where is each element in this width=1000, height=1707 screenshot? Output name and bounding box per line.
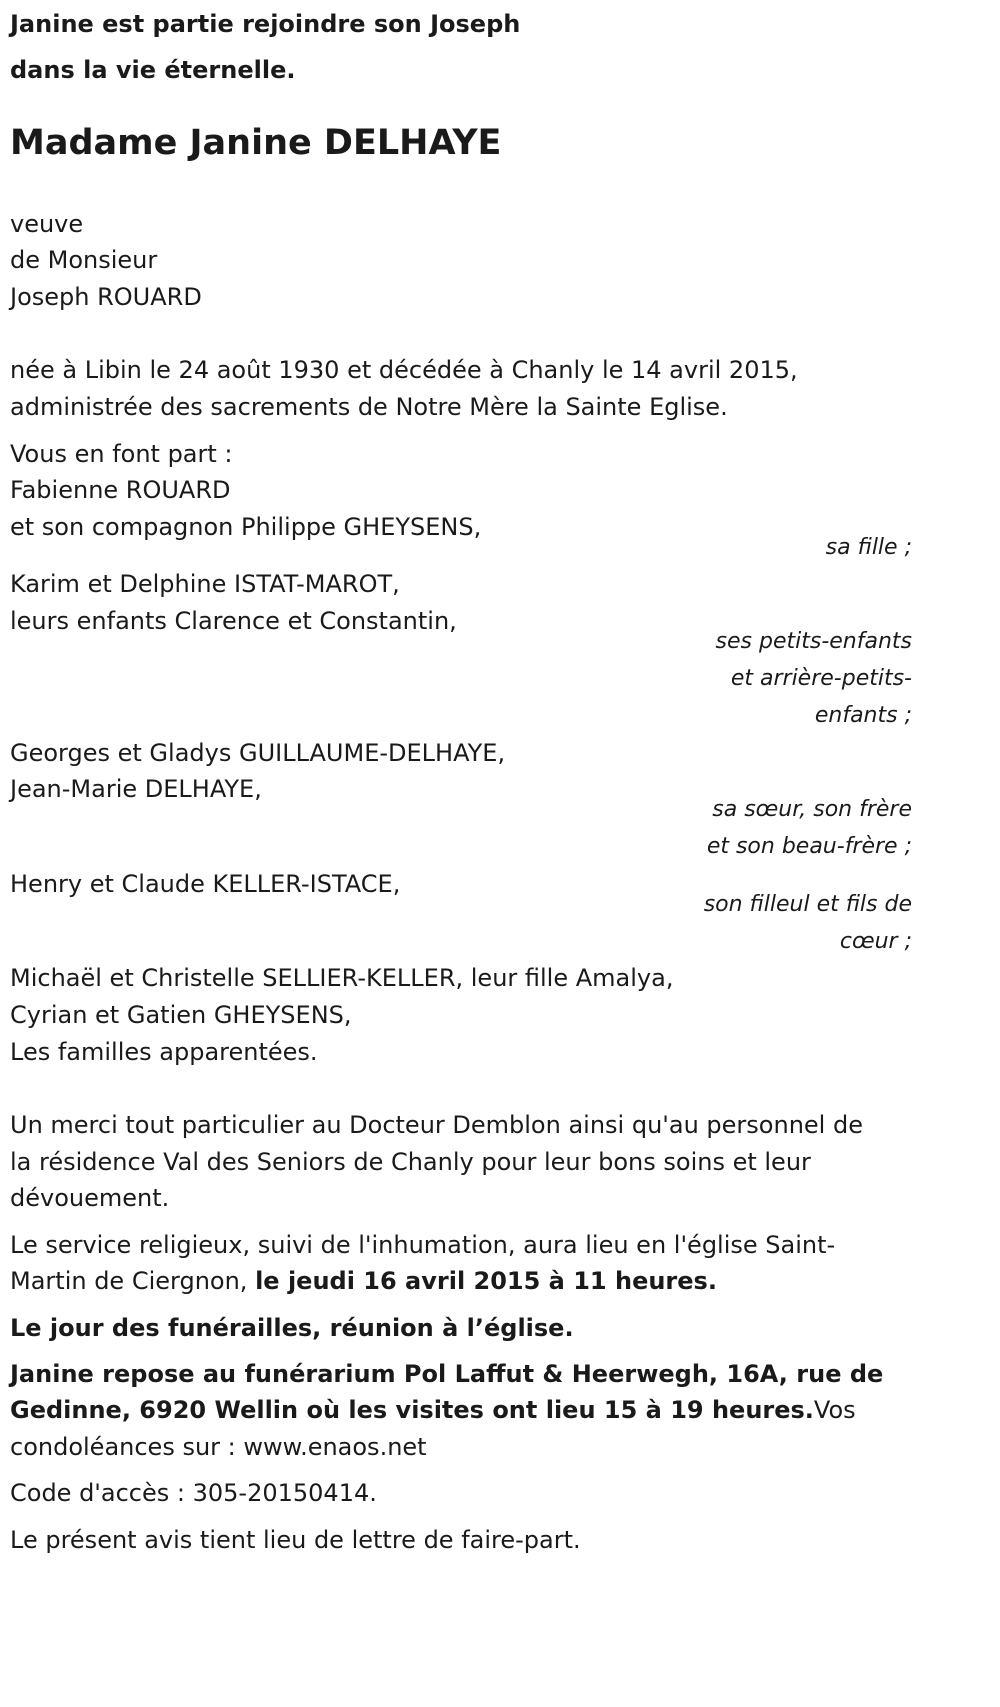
closing-note: Le présent avis tient lieu de lettre de faire-part.	[10, 1526, 581, 1554]
family-group-3-line-2: Jean-Marie DELHAYE,	[10, 775, 262, 803]
header-line-2: dans la vie éternelle.	[10, 56, 296, 84]
family-group-2-relation-3: enfants ;	[814, 703, 912, 728]
family-group-4-relation-1: son filleul et fils de	[703, 892, 912, 917]
service-date: le jeudi 16 avril 2015 à 11 heures.	[255, 1267, 717, 1295]
service-location: Martin de Ciergnon,	[10, 1267, 248, 1295]
thanks-line-3: dévouement.	[10, 1184, 170, 1212]
thanks-line-1: Un merci tout particulier au Docteur Demblon ainsi qu'au personnel de	[10, 1111, 863, 1139]
widow-line-3: Joseph ROUARD	[10, 283, 202, 311]
access-code: Code d'accès : 305-20150414.	[10, 1479, 377, 1507]
visit-hours: Gedinne, 6920 Wellin où les visites ont lieu 15 à 19 heures.	[10, 1396, 814, 1424]
birth-line-1: née à Libin le 24 août 1930 et décédée à Chanly le 14 avril 2015,	[10, 356, 798, 384]
family-group-1-line-2: et son compagnon Philippe GHEYSENS,	[10, 513, 482, 541]
service-line-2	[10, 1261, 717, 1301]
family-group-5-line-3: Les familles apparentées.	[10, 1038, 318, 1066]
family-group-5-line-1: Michaël et Christelle SELLIER-KELLER, leur fille Amalya,	[10, 964, 674, 992]
rest-line-1: Janine repose au funérarium Pol Laffut & Heerwegh, 16A, rue de	[10, 1360, 884, 1388]
condolences-lead: Vos	[813, 1396, 856, 1424]
family-group-5-line-2: Cyrian et Gatien GHEYSENS,	[10, 1001, 352, 1029]
family-intro: Vous en font part :	[10, 440, 233, 468]
family-group-2-line-2: leurs enfants Clarence et Constantin,	[10, 607, 457, 635]
family-group-1-line-1: Fabienne ROUARD	[10, 476, 231, 504]
thanks-line-2: la résidence Val des Seniors de Chanly pour leur bons soins et leur	[10, 1148, 811, 1176]
birth-line-2: administrée des sacrements de Notre Mère la Sainte Eglise.	[10, 393, 728, 421]
family-group-3-line-1: Georges et Gladys GUILLAUME-DELHAYE,	[10, 739, 506, 767]
family-group-2-relation-1: ses petits-enfants	[715, 629, 912, 654]
rest-line-2	[10, 1390, 856, 1430]
family-group-4-line-1: Henry et Claude KELLER-ISTACE,	[10, 870, 401, 898]
header-line-1: Janine est partie rejoindre son Joseph	[10, 10, 521, 38]
family-group-2-relation-2: et arrière-petits-	[730, 666, 912, 691]
widow-line-2: de Monsieur	[10, 246, 158, 274]
widow-line-1: veuve	[10, 210, 84, 238]
family-group-3-relation-2: et son beau-frère ;	[706, 834, 912, 859]
deceased-name: Madame Janine DELHAYE	[10, 123, 502, 163]
family-group-2-line-1: Karim et Delphine ISTAT-MAROT,	[10, 570, 400, 598]
service-line-1: Le service religieux, suivi de l'inhumation, aura lieu en l'église Saint-	[10, 1231, 836, 1259]
family-group-4-relation-2: cœur ;	[839, 929, 912, 954]
rest-line-3: condoléances sur : www.enaos.net	[10, 1433, 427, 1461]
family-group-3-relation-1: sa sœur, son frère	[712, 797, 912, 822]
family-group-1-relation: sa fille ;	[825, 535, 912, 560]
reunion-note: Le jour des funérailles, réunion à l’église.	[10, 1314, 574, 1342]
